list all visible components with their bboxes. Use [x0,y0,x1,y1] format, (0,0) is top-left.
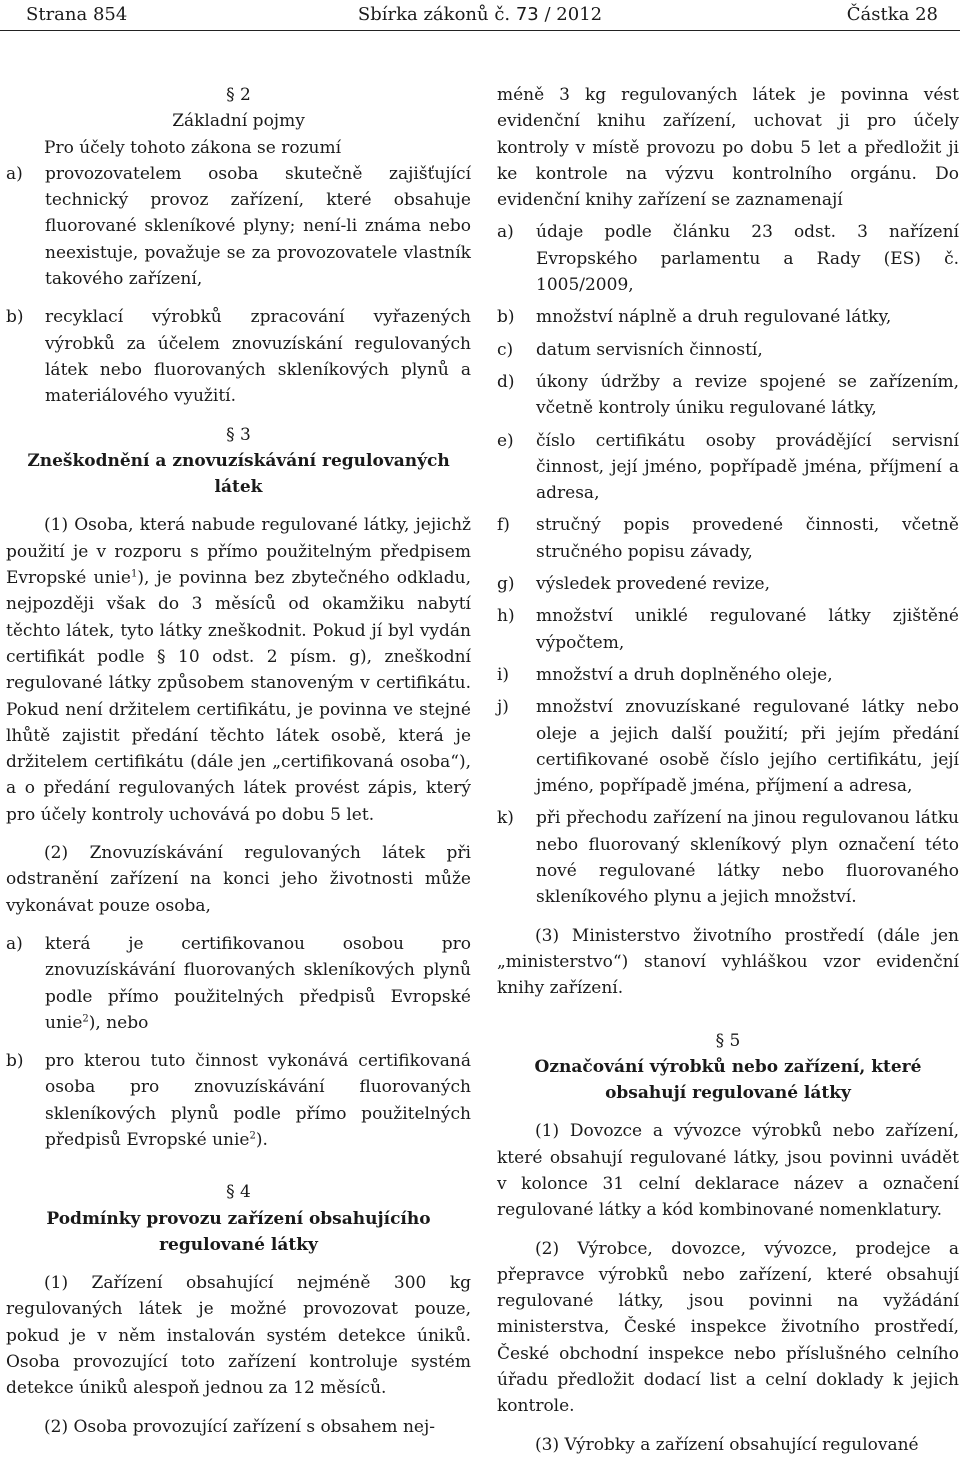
section-4-paragraph-3: (3) Ministerstvo životního prostředí (dále jen „ministerstvo“) stanoví vyhláškou vzor evidenční knihy zařízení. [497,925,959,999]
list-item [497,219,959,298]
list-item: b) recyklací výrobků zpracování vyřazených výrobků za účelem znovuzískání regulovaných látek nebo fluorovaných skleníkových plynů a materiálového využití. [6,307,471,407]
part-number: Částka 28 [846,4,938,25]
list-item [497,337,959,363]
left-column [6,82,471,1440]
list-item-label: k) [497,808,514,829]
list-item: a) provozovatelem osoba skutečně zajišťující technický provoz zařízení, které obsahuje fluorované skleníkové plyny; není-li známa nebo neexistuje, považuje se za provozovatele vlastník takového zařízení, [6,163,471,290]
list-item [497,369,959,422]
section-2-number: § 2 [226,85,251,105]
section-3-paragraph-2: (2) Znovuzískávání regulovaných látek při odstranění zařízení na konci jeho životnosti může vykonávat pouze osoba, [6,843,471,916]
list-item-label: g) [497,574,515,595]
section-5-paragraph-3: (3) Výrobky a zařízení obsahující regulované [535,1434,919,1455]
section-4-number: § 4 [226,1182,251,1203]
list-item-label: f) [497,515,510,536]
list-item-text: při přechodu zařízení na jinou regulovanou látku nebo fluorovaný skleníkový plyn označení této nové regulované látky nebo fluorovaného skleníkového plynu a jejich množství. [536,808,959,908]
list-item-text: datum servisních činností, [536,339,763,360]
page-number: Strana 854 [26,4,128,25]
list-item-label: a) [497,222,514,243]
list-item-text: množství uniklé regulované látky zjištěné výpočtem, [536,606,959,653]
section-4-title: Podmínky provozu zařízení obsahujícího regulované látky [46,1208,431,1255]
list-item [497,304,959,330]
section-4-paragraph-2: (2) Osoba provozující zařízení s obsahem nej- [44,1416,435,1437]
list-item-text: množství a druh doplněného oleje, [536,664,833,685]
list-item-label: c) [497,339,514,360]
list-item-label: h) [497,606,515,627]
section-3-paragraph-1: (1) Osoba, která nabude regulované látky, jejichž použití je v rozporu s přímo použitelným předpisem Evropské unie$^1$), je povinna bez zbytečného odkladu, nejpozději však do 3 měsíců od okamžiku nabytí těchto látek, tyto látky zneškodnit. Pokud jí byl vydán certifikát podle § 10 odst. 2 písm. g), zneškodní regulované látky způsobem stanoveným v certifikátu. Pokud není držitelem certifikátu, je povinna ve stejné lhůtě zajistit předání těchto látek osobě, která je držitelem certifikátu (dále jen „certifikovaná osoba“), a o předání regulovaných látek provést zápis, který pro účely kontroly uchovává po dobu 5 let. [6,515,471,825]
section-2-title: Základní pojmy [172,111,305,132]
section-5-title: Označování výrobků nebo zařízení, které obsahují regulované látky [534,1056,922,1104]
section-5-paragraph-2: (2) Výrobce, dovozce, vývozce, prodejce a přepravce výrobků nebo zařízení, které obsahují regulované látky, jsou povinni na vyžádání ministerstva, České inspekce životního prostředí, České obchodní inspekce nebo příslušného celního úřadu předložit dodací list a celní doklady k jejich kontrole. [497,1238,959,1417]
collection-number: 73 [515,4,539,25]
list-item: a) která je certifikovanou osobou pro znovuzískávání fluorovaných skleníkových plynů podle přímo použitelných předpisů Evropské unie$^2$), nebo [6,933,471,1033]
list-item-text: množství znovuzískané regulované látky nebo oleje a jejich další použití; při jejím předání certifikované osobě číslo jejího certifikátu, její jméno, popřípadě jména, příjmení a adresa, [536,697,959,797]
collection-title: Sbírka zákonů č. 73 / 2012 [357,4,603,25]
list-item-text: stručný popis provedené činnosti, včetně stručného popisu závady, [536,515,959,562]
list-item [497,428,959,507]
section-4-paragraph-2-continued: méně 3 kg regulovaných látek je povinna vést evidenční knihu zařízení, uchovat ji pro účely kontroly v místě provozu po dobu 5 let a předložit ji ke kontrole na výzvu kontrolního orgánu. Do evidenční knihy zařízení se zaznamenají [497,85,959,211]
list-item-label: j) [497,697,509,718]
section-3-title: Zneškodnění a znovuzískávání regulovaných látek [27,450,450,498]
list-item-label: d) [497,371,515,392]
list-item-text: výsledek provedené revize, [536,574,770,595]
section-2-intro: Pro účely tohoto zákona se rozumí [44,137,342,158]
list-item-label: e) [497,430,514,451]
list-item [497,571,959,597]
list-item [497,512,959,565]
right-column [497,82,959,1458]
page-header [0,0,960,31]
list-item-text: údaje podle článku 23 odst. 3 nařízení Evropského parlamentu a Rady (ES) č. 1005/2009, [536,222,959,296]
section-5-paragraph-1: (1) Dovozce a vývozce výrobků nebo zařízení, které obsahují regulované látky, jsou povinni uvádět v kolonce 31 celní deklarace název a označení regulované látky a kód kombinované nomenklatury. [497,1121,959,1221]
list-item-text: množství náplně a druh regulované látky, [536,307,892,328]
list-item-text: číslo certifikátu osoby provádějící servisní činnost, její jméno, popřípadě jména, příjmení a adresa, [536,430,959,504]
list-item-label: i) [497,664,510,685]
record-items-list [497,219,959,910]
list-item [497,662,959,688]
section-4-paragraph-1: (1) Zařízení obsahující nejméně 300 kg regulovaných látek je možné provozovat pouze, pokud je v něm instalován systém detekce úniků. Osoba provozující toto zařízení kontroluje systém detekce úniků alespoň jednou za 12 měsíců. [6,1273,471,1399]
list-item-label: b) [497,307,515,328]
list-item [497,805,959,910]
list-item [497,694,959,799]
list-item [497,603,959,656]
list-item: b) pro kterou tuto činnost vykonává certifikovaná osoba pro znovuzískávání fluorovaných skleníkových plynů podle přímo použitelných předpisů Evropské unie$^2$). [6,1051,471,1150]
section-3-number: § 3 [226,424,251,445]
list-item-text: úkony údržby a revize spojené se zařízením, včetně kontroly úniku regulované látky, [536,371,959,419]
section-5-number: § 5 [715,1030,741,1051]
